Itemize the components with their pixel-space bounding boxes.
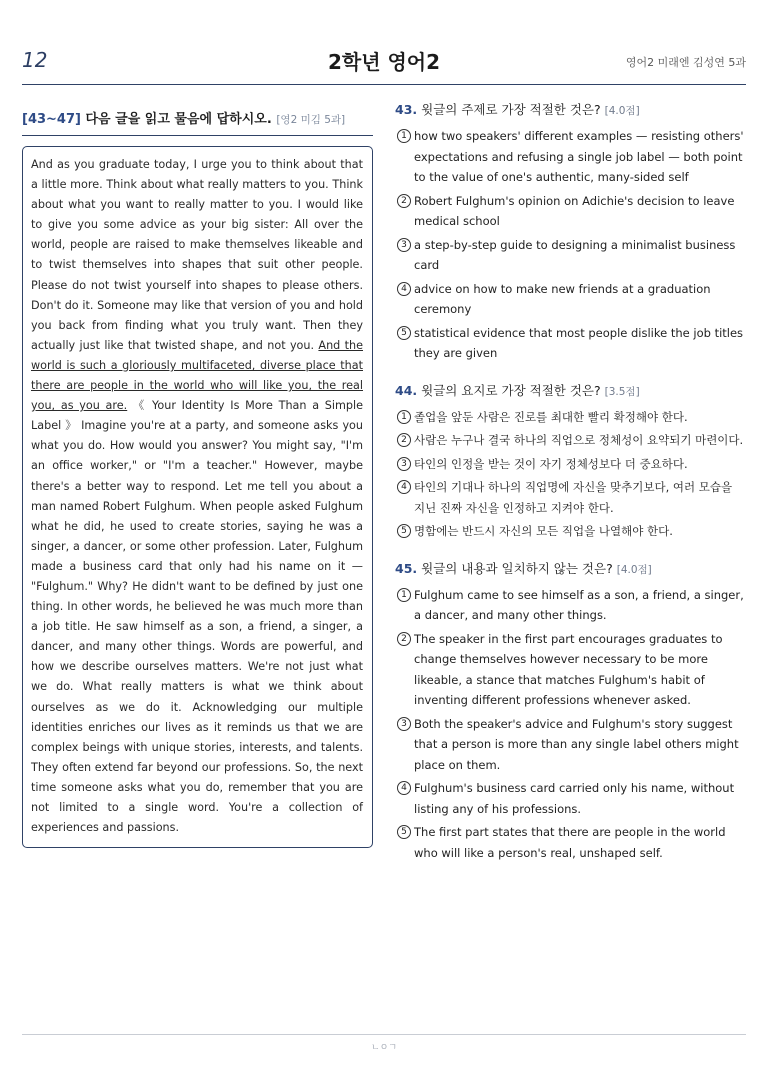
- option-5[interactable]: [395, 521, 746, 542]
- question-text: 윗글의 요지로 가장 적절한 것은?: [421, 382, 601, 398]
- questions-column: [395, 101, 746, 881]
- option-5[interactable]: [395, 822, 746, 863]
- option-text: 졸업을 앞둔 사람은 진로를 최대한 빨리 확정해야 한다.: [414, 409, 688, 424]
- page-title: 2학년 영어2: [327, 50, 441, 74]
- passage-column: [22, 108, 373, 848]
- option-marker: 4: [397, 781, 411, 795]
- option-text: 타인의 기대나 하나의 직업명에 자신을 맞추기보다, 여러 모습을 지닌 진짜 자신을 인정하고 지켜야 한다.: [414, 480, 733, 515]
- question-45: [395, 560, 746, 864]
- option-marker: 1: [397, 588, 411, 602]
- option-3[interactable]: [395, 454, 746, 475]
- option-text: Fulghum's business card carried only his name, without listing any of his professions.: [414, 781, 735, 816]
- option-text: Robert Fulghum's opinion on Adichie's decision to leave medical school: [414, 193, 735, 228]
- option-4[interactable]: [395, 279, 746, 320]
- option-text: how two speakers' different examples — resisting others' expectations and refusing a single job label — both point to the value of one's authentic, many-sided self: [414, 129, 744, 184]
- option-marker: 3: [397, 238, 411, 252]
- option-5[interactable]: [395, 323, 746, 364]
- option-text: The first part states that there are people in the world who will like a person's real, unshaped self.: [414, 825, 726, 860]
- option-text: a step-by-step guide to designing a minimalist business card: [414, 237, 736, 272]
- option-marker: 2: [397, 632, 411, 646]
- option-text: Fulghum came to see himself as a son, a friend, a singer, a dancer, and many other things.: [414, 587, 744, 622]
- option-marker: 3: [397, 457, 411, 471]
- option-marker: 2: [397, 433, 411, 447]
- option-marker: 5: [397, 825, 411, 839]
- option-marker: 3: [397, 717, 411, 731]
- footer-text: ㄴㅇㄱ: [370, 1043, 398, 1053]
- question-number: 44.: [395, 382, 418, 398]
- section-instruction: 다음 글을 읽고 물음에 답하시오.: [85, 112, 272, 127]
- passage-part1: And as you graduate today, I urge you to think about that a little more. Think about what really matters to you. Think about what you want to really matter to you. I would like to give you some advice as your big sister: All over the world, people are raised to make themselves likeable and to twist themselves into shapes that suit other people. Please do not twist yourself into shapes to please others. Don't do it. Someone may like that version of you and hold you back from finding what you truly want. Then they actually just like that twisted shape, and not you.: [31, 158, 363, 352]
- option-marker: 5: [397, 524, 411, 538]
- reading-passage: [22, 146, 373, 848]
- question-points: [4.0점]: [616, 563, 652, 576]
- option-text: advice on how to make new friends at a graduation ceremony: [414, 281, 711, 316]
- page-number: 12: [22, 48, 48, 72]
- option-2[interactable]: [395, 191, 746, 232]
- option-text: 타인의 인정을 받는 것이 자기 정체성보다 더 중요하다.: [414, 456, 688, 471]
- question-points: [3.5점]: [604, 385, 640, 398]
- question-range: [43~47]: [22, 112, 81, 127]
- option-4[interactable]: [395, 477, 746, 518]
- option-3[interactable]: [395, 235, 746, 276]
- question-title: [395, 101, 746, 120]
- section-heading: [22, 108, 373, 136]
- option-marker: 1: [397, 410, 411, 424]
- option-2[interactable]: [395, 629, 746, 711]
- question-text: 윗글의 주제로 가장 적절한 것은?: [421, 102, 601, 117]
- question-title: [395, 560, 746, 579]
- option-marker: 5: [397, 326, 411, 340]
- question-title: [395, 382, 746, 401]
- option-marker: 1: [397, 129, 411, 143]
- question-number: 43.: [395, 102, 418, 117]
- question-44: [395, 382, 746, 542]
- header-divider: [22, 84, 746, 85]
- option-1[interactable]: [395, 585, 746, 626]
- option-marker: 4: [397, 282, 411, 296]
- section-source: [영2 미김 5과]: [276, 114, 346, 126]
- question-text: 윗글의 내용과 일치하지 않는 것은?: [421, 560, 613, 576]
- option-1[interactable]: [395, 126, 746, 188]
- option-text: Both the speaker's advice and Fulghum's story suggest that a person is more than any single label others might place on them.: [414, 716, 739, 772]
- passage-underlined: And the world is such a gloriously multifaceted, diverse place that there are people in the world who will like you, the real you, as you are.: [31, 338, 363, 413]
- option-text: 명함에는 반드시 자신의 모든 직업을 나열해야 한다.: [414, 524, 673, 538]
- option-text: 사람은 누구나 결국 하나의 직업으로 정체성이 요약되기 마련이다.: [414, 433, 744, 447]
- option-3[interactable]: [395, 714, 746, 776]
- page-subtitle: 영어2 미래엔 김성연 5과: [625, 56, 746, 69]
- option-marker: 2: [397, 194, 411, 208]
- option-text: statistical evidence that most people dislike the job titles they are given: [414, 325, 744, 360]
- question-number: 45.: [395, 560, 418, 576]
- footer-divider: [22, 1034, 746, 1035]
- passage-part2: 《 Your Identity Is More Than a Simple Label 》 Imagine you're at a party, and someone asks you what you do. How would you answer? You might say, "I'm an office worker," or "I'm a teacher." However, maybe there's a better way to respond. Let me tell you about a man named Robert Fulghum. When people asked Fulghum what he did, he used to create stories, saying he was a singer, a dancer, or some other profession. Later, Fulghum made a business card that only had his name on it — "Fulghum." Why? He didn't want to be defined by just one thing. In other words, he believed he was much more than a job title. He saw himself as a son, a friend, a singer, a dancer, and many other things. Words are powerful, and how we describe ourselves matters. We're not just what we do. What really matters is what we think about ourselves as we do it. Acknowledging our multiple identities enriches our lives as it reminds us that we are complex beings with unique stories, interests, and talents. They often extend far beyond our professions. So, the next time someone asks what you do, remember that you are not limited to a single word. You're a collection of experiences and passions.: [31, 399, 364, 835]
- question-43: [395, 101, 746, 364]
- page-header: [22, 46, 746, 76]
- option-marker: 4: [397, 480, 411, 494]
- option-2[interactable]: [395, 430, 746, 451]
- question-points: [4.0점]: [604, 105, 640, 117]
- option-text: The speaker in the first part encourages graduates to change themselves however necessary to be more likeable, a stance that matches Fulghum's habit of inventing different professions whenever asked.: [414, 631, 723, 707]
- option-4[interactable]: [395, 778, 746, 819]
- option-1[interactable]: [395, 407, 746, 428]
